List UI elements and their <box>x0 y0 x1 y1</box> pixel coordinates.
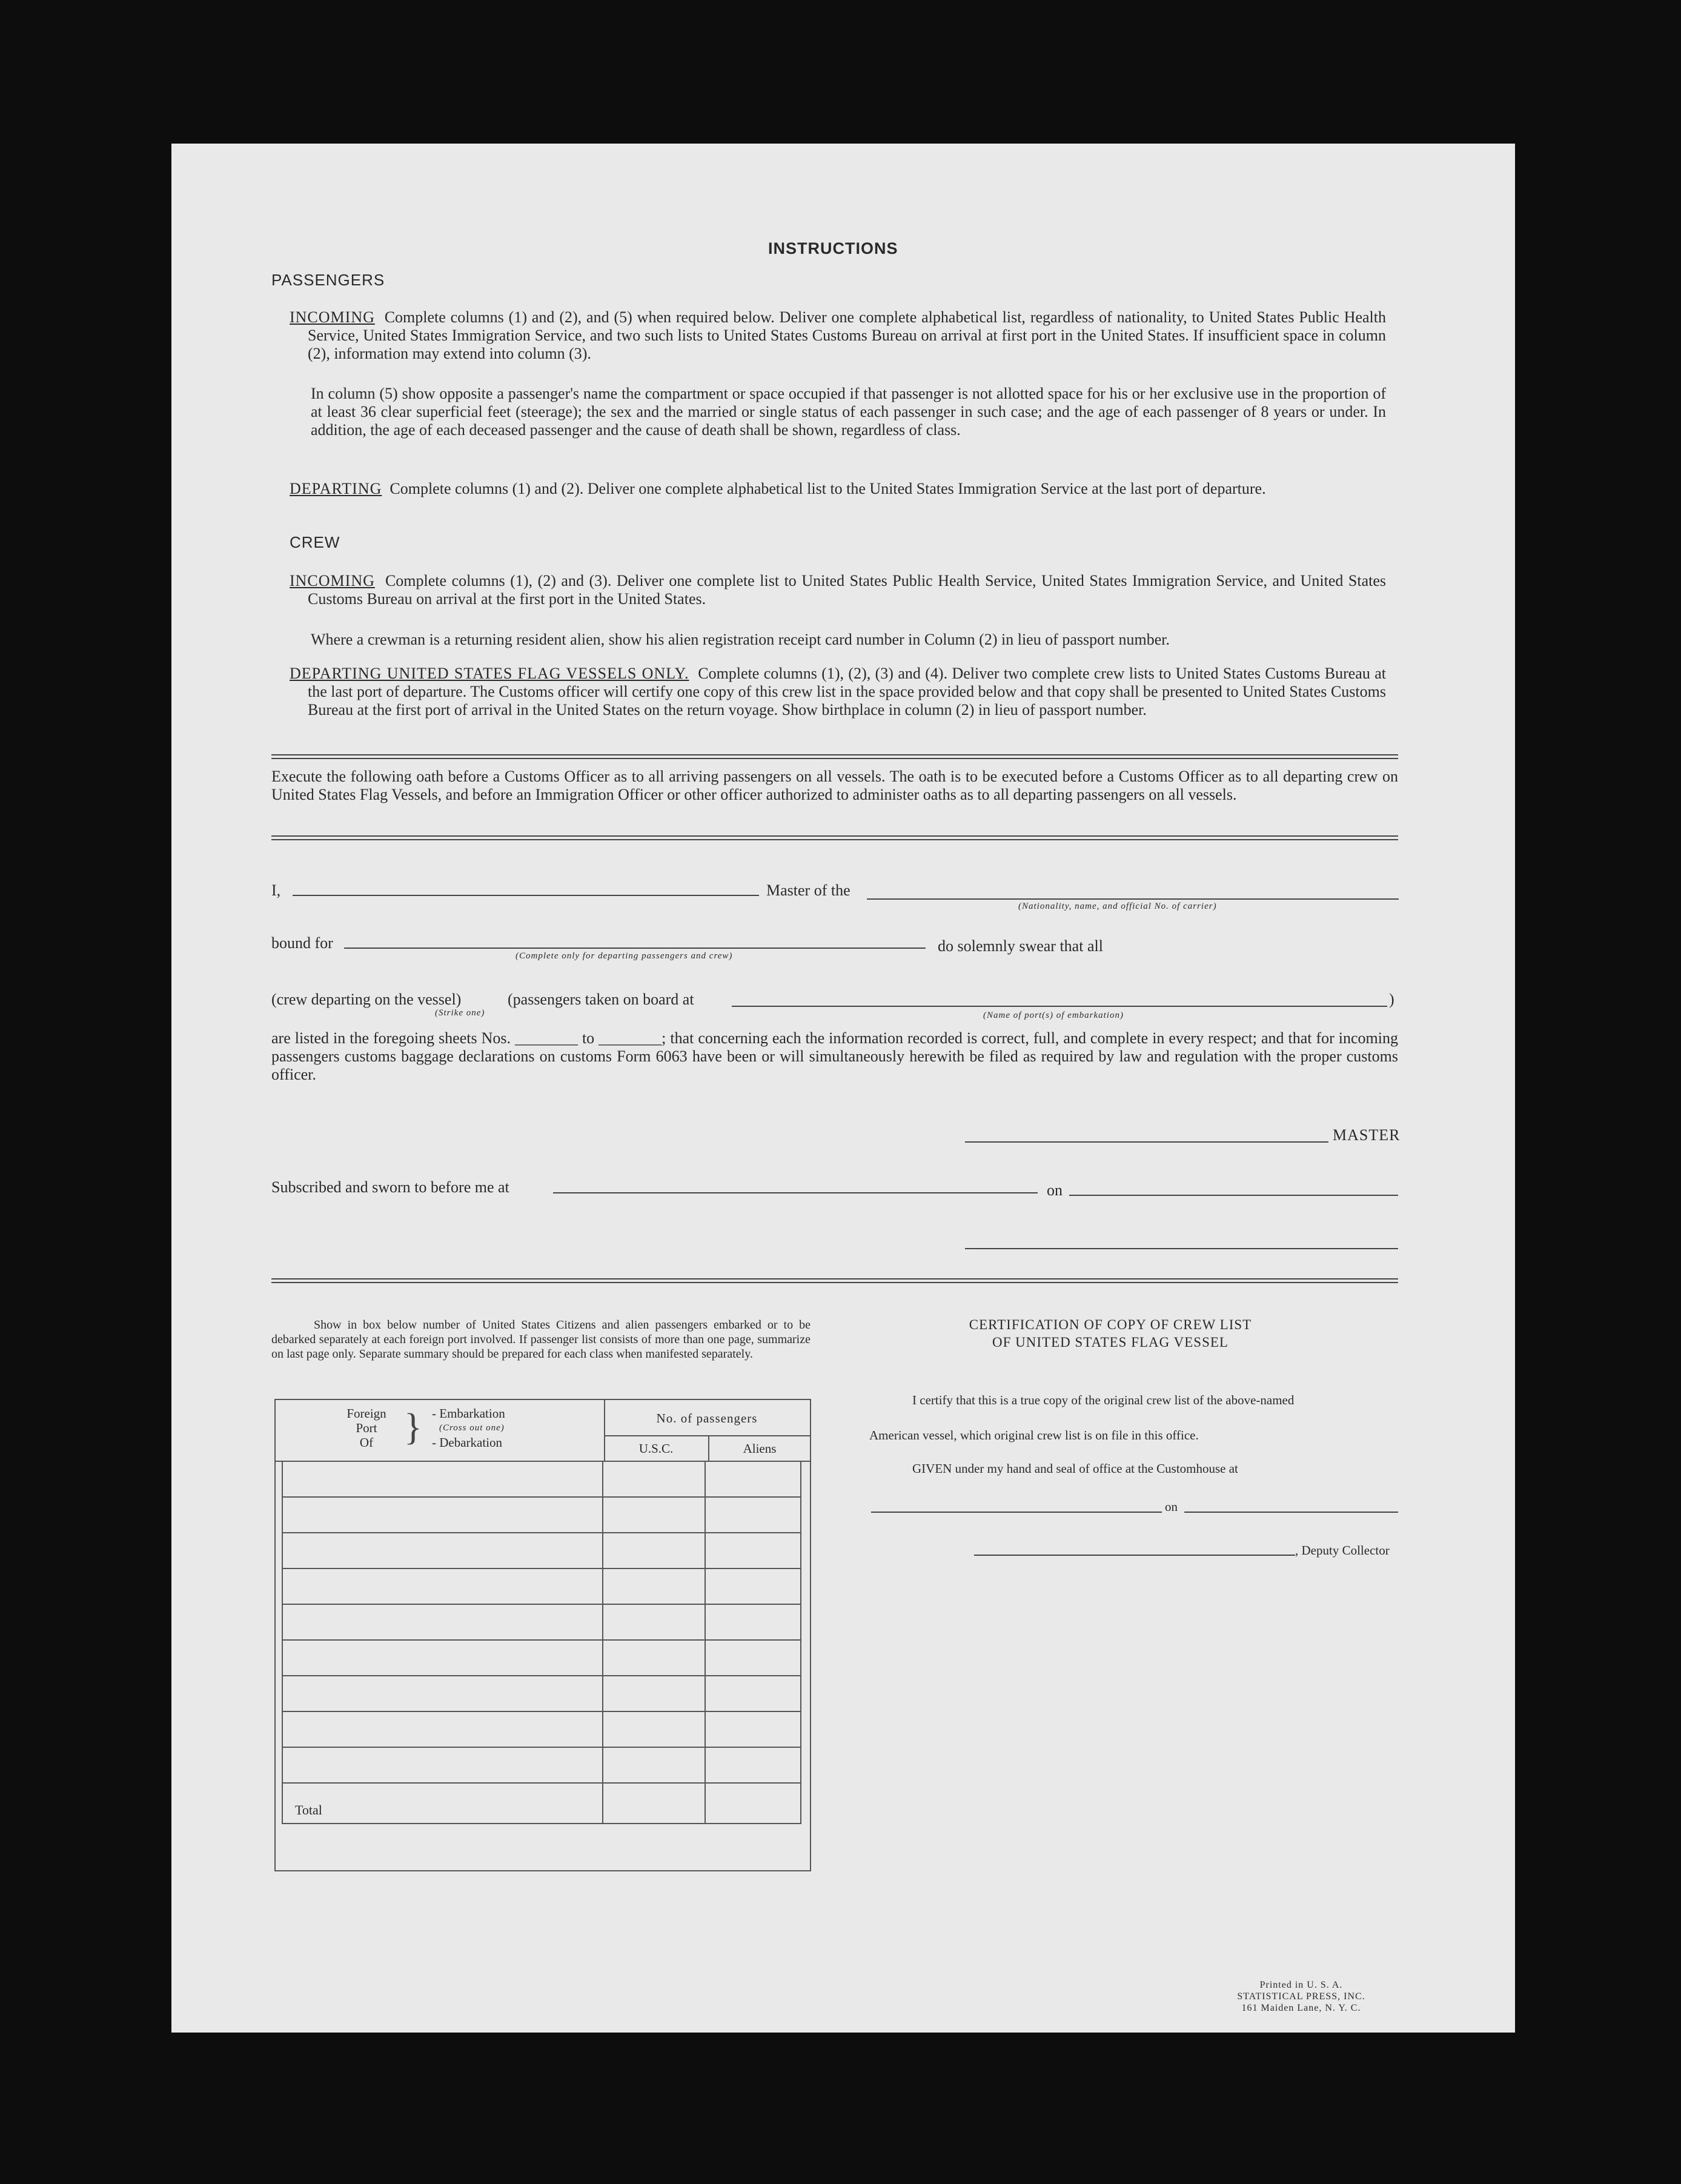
summary-table <box>282 1461 801 1824</box>
passenger-incoming-paragraph <box>290 308 1386 363</box>
master-signature-field[interactable] <box>965 1141 1328 1143</box>
port-cell[interactable] <box>282 1568 603 1604</box>
port-cell[interactable] <box>282 1461 603 1497</box>
table-row <box>282 1568 801 1604</box>
no-passengers-label: No. of passengers <box>656 1411 758 1426</box>
port-cell[interactable] <box>282 1747 603 1783</box>
debarkation-label: - Debarkation <box>432 1435 503 1450</box>
swear-label: do solemnly swear that all <box>938 937 1103 955</box>
flag-vessels-tag: DEPARTING UNITED STATES FLAG VESSELS ONLY. <box>290 665 689 682</box>
aliens-cell[interactable] <box>705 1568 801 1604</box>
port-label: Port <box>356 1421 377 1435</box>
summary-instructions: Show in box below number of United States Citizens and alien passengers embarked or to be debarked separately at each foreign port involved. If passenger list consists of more than one page, summarize on last page only. Separate summary should be prepared for each class when manifested separately. <box>271 1318 811 1361</box>
usc-cell[interactable] <box>603 1461 706 1497</box>
table-row <box>282 1533 801 1568</box>
aliens-label: Aliens <box>743 1441 777 1456</box>
aliens-cell[interactable] <box>705 1497 801 1533</box>
port-cell[interactable] <box>282 1676 603 1711</box>
subscribed-label: Subscribed and sworn to before me at <box>271 1178 509 1196</box>
sworn-date-field[interactable] <box>1069 1195 1398 1196</box>
port-cell[interactable] <box>282 1497 603 1533</box>
crew-incoming-tag: INCOMING <box>290 572 375 589</box>
port-cell[interactable] <box>282 1533 603 1568</box>
american-vessel-text: American vessel, which original crew list is on file in this office. <box>869 1428 1199 1442</box>
ports-hint: (Name of port(s) of embarkation) <box>983 1011 1124 1020</box>
aliens-cell[interactable] <box>705 1604 801 1640</box>
crew-heading: CREW <box>290 533 340 551</box>
embarkation-label: - Embarkation <box>432 1406 505 1421</box>
printer-line3: 161 Maiden Lane, N. Y. C. <box>1241 2003 1361 2013</box>
oath-body: are listed in the foregoing sheets Nos. ________ to ________; that concerning each the information recorded is correct, full, and complete in every respect; and that for incoming passengers customs baggage declarations on customs Form 6063 have been or will simultaneously herewith be filed as required by law and regulation with the proper customs officer. <box>271 1029 1398 1083</box>
bound-for-label: bound for <box>271 934 333 952</box>
aliens-cell[interactable] <box>705 1640 801 1676</box>
passenger-departing-paragraph <box>290 480 1386 498</box>
incoming-tag: INCOMING <box>290 308 375 326</box>
departing-text: Complete columns (1) and (2). Deliver one complete alphabetical list to the United States Immigration Service at the last port of departure. <box>390 480 1266 497</box>
aliens-cell[interactable] <box>705 1711 801 1747</box>
usc-cell[interactable] <box>603 1568 706 1604</box>
bracket-icon: } <box>404 1407 422 1448</box>
total-usc-cell[interactable] <box>603 1783 706 1824</box>
table-row <box>282 1747 801 1783</box>
divider <box>271 1278 1398 1283</box>
certification-title-line2: OF UNITED STATES FLAG VESSEL <box>992 1335 1228 1350</box>
oath-intro: Execute the following oath before a Customs Officer as to all arriving passengers on all vessels. The oath is to be executed before a Customs Officer as to all departing crew on United States Flag Vessels, and before an Immigration Officer or other officer authorized to administer oaths as to all departing passengers on all vessels. <box>271 768 1398 803</box>
sworn-on-label: on <box>1047 1181 1063 1199</box>
flag-vessels-text: Complete columns (1), (2), (3) and (4). Deliver two complete crew lists to United States Customs Bureau at the last port of departure. The Customs officer will certify one copy of this crew list in the space provided below and that copy shall be presented to United States Customs Bureau at the first port of arrival in the United States on the return voyage. Show birthplace in column (2) in lieu of passport number. <box>308 665 1387 719</box>
divider <box>271 754 1398 759</box>
incoming-text: Complete columns (1) and (2), and (5) when required below. Deliver one complete alphabetical list, regardless of nationality, to United States Public Health Service, United States Immigration Service, and two such lists to United States Customs Bureau on arrival at first port in the United States. If insufficient space in column (2), information may extend into column (3). <box>308 308 1386 362</box>
embarkation-port-field[interactable] <box>732 1006 1387 1007</box>
nationality-hint: (Nationality, name, and official No. of carrier) <box>1018 901 1217 911</box>
printer-line2: STATISTICAL PRESS, INC. <box>1237 1991 1365 2002</box>
deputy-collector-label: , Deputy Collector <box>1295 1543 1390 1558</box>
carrier-field[interactable] <box>867 898 1399 900</box>
table-row <box>282 1640 801 1676</box>
crew-incoming-paragraph <box>290 572 1386 608</box>
instructions-title: INSTRUCTIONS <box>768 239 898 257</box>
deputy-collector-field[interactable] <box>974 1555 1295 1556</box>
passengers-heading: PASSENGERS <box>271 271 385 289</box>
aliens-cell[interactable] <box>705 1676 801 1711</box>
printer-line1: Printed in U. S. A. <box>1259 1980 1343 1990</box>
strike-hint: (Strike one) <box>435 1008 485 1018</box>
usc-label: U.S.C. <box>638 1441 674 1456</box>
foreign-label: Foreign <box>346 1406 386 1421</box>
port-cell[interactable] <box>282 1604 603 1640</box>
crew-departing-label: (crew departing on the vessel) <box>271 991 462 1008</box>
foreign-port-block <box>336 1406 397 1450</box>
total-label-cell <box>282 1783 603 1824</box>
passengers-taken-label: (passengers taken on board at <box>508 991 694 1008</box>
given-text: GIVEN under my hand and seal of office at the Customhouse at <box>912 1461 1238 1476</box>
embark-debark-block <box>432 1406 505 1450</box>
divider <box>271 835 1398 840</box>
bound-for-field[interactable] <box>344 948 926 949</box>
box-header <box>276 1400 810 1462</box>
usc-cell[interactable] <box>603 1497 706 1533</box>
sworn-place-field[interactable] <box>553 1192 1038 1193</box>
form-page <box>171 144 1515 2033</box>
total-label: Total <box>295 1802 322 1817</box>
usc-cell[interactable] <box>603 1711 706 1747</box>
usc-cell[interactable] <box>603 1604 706 1640</box>
customhouse-field[interactable] <box>871 1512 1162 1513</box>
certification-date-field[interactable] <box>1184 1512 1398 1513</box>
usc-cell[interactable] <box>603 1533 706 1568</box>
of-label: Of <box>359 1435 374 1450</box>
officer-signature-field[interactable] <box>965 1248 1398 1249</box>
master-label: MASTER <box>1333 1126 1401 1144</box>
table-row <box>282 1461 801 1497</box>
port-cell[interactable] <box>282 1711 603 1747</box>
no-passengers-underline <box>604 1435 810 1436</box>
total-aliens-cell[interactable] <box>705 1783 801 1824</box>
table-row <box>282 1604 801 1640</box>
table-row <box>282 1676 801 1711</box>
column5-paragraph: In column (5) show opposite a passenger's name the compartment or space occupied if that passenger is not allotted space for his or her exclusive use in the proportion of at least 36 clear superficial feet (steerage); the sex and the married or single status of each passenger in such case; and the age of each passenger of 8 years or under. In addition, the age of each deceased passenger and the cause of death shall be shown, regardless of class. <box>311 385 1386 439</box>
crewman-paragraph: Where a crewman is a returning resident alien, show his alien registration receipt card number in Column (2) in lieu of passport number. <box>311 631 1170 648</box>
certify-text: I certify that this is a true copy of the original crew list of the above-named <box>912 1393 1295 1407</box>
table-row <box>282 1497 801 1533</box>
close-paren: ) <box>1389 991 1394 1008</box>
crew-incoming-text: Complete columns (1), (2) and (3). Deliver one complete list to United States Public Health Service, United States Immigration Service, and United States Customs Bureau on arrival at the first port in the United States. <box>308 572 1387 608</box>
usc-cell[interactable] <box>603 1747 706 1783</box>
passenger-summary-box <box>274 1399 811 1871</box>
cross-out-hint: (Cross out one) <box>439 1423 505 1433</box>
oath-i-label: I, <box>271 881 281 899</box>
table-row <box>282 1711 801 1747</box>
aliens-cell[interactable] <box>705 1461 801 1497</box>
printer-imprint <box>1222 1979 1380 2014</box>
port-cell[interactable] <box>282 1640 603 1676</box>
aliens-cell[interactable] <box>705 1747 801 1783</box>
flag-vessels-paragraph <box>290 665 1386 719</box>
certification-title <box>959 1316 1262 1351</box>
usc-cell[interactable] <box>603 1640 706 1676</box>
master-name-field[interactable] <box>293 895 759 896</box>
total-row <box>282 1783 801 1824</box>
certification-on-label: on <box>1165 1499 1178 1514</box>
bound-for-hint: (Complete only for departing passengers and crew) <box>516 951 733 961</box>
master-of-label: Master of the <box>766 881 850 899</box>
departing-tag: DEPARTING <box>290 480 382 497</box>
certification-title-line1: CERTIFICATION OF COPY OF CREW LIST <box>969 1317 1252 1332</box>
aliens-cell[interactable] <box>705 1533 801 1568</box>
usc-cell[interactable] <box>603 1676 706 1711</box>
